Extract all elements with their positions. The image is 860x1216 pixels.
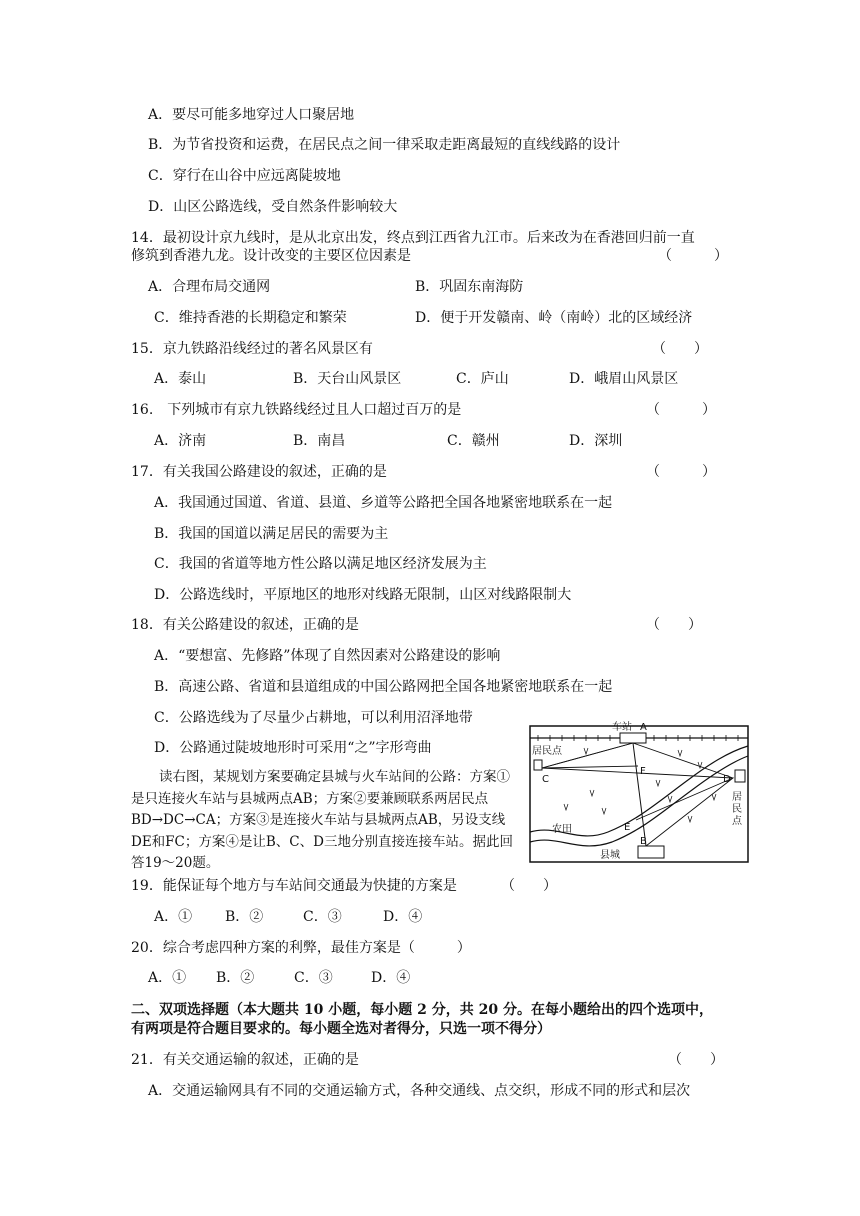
residential-left-block: [534, 760, 542, 770]
q20-option-d: D．④: [371, 970, 411, 986]
point-b-label: B: [640, 836, 647, 847]
q15-answer-blank: （ ）: [652, 341, 708, 357]
q16-option-c: C．赣州: [447, 433, 500, 449]
q13-option-b: B．为节省投资和运费，在居民点之间一律采取走距离最短的直线线路的设计: [148, 137, 621, 153]
q15-option-a: A．泰山: [154, 371, 207, 387]
point-d-label: D: [723, 774, 731, 785]
station-label: 车站: [612, 722, 632, 733]
q14-option-a: A．合理布局交通网: [148, 279, 271, 295]
q17-option-b: B．我国的国道以满足居民的需要为主: [154, 526, 389, 542]
q16-option-b: B．南昌: [293, 433, 346, 449]
residential-right-block: [735, 770, 745, 782]
residential-right-char2: 民: [732, 804, 742, 815]
section2-heading-line2: 有两项是符合题目要求的。每小题全选对者得分，只选一项不得分）: [131, 1021, 551, 1037]
q17-stem: 17．有关我国公路建设的叙述，正确的是: [131, 464, 387, 480]
residential-left-label: 居民点: [532, 746, 562, 757]
point-c-label: C: [542, 774, 549, 785]
q21-answer-blank: （ ）: [668, 1052, 724, 1068]
q18-option-a: A．“要想富、先修路”体现了自然因素对公路建设的影响: [154, 648, 501, 664]
county-label: 县城: [600, 850, 620, 861]
q20-option-a: A．①: [148, 970, 187, 986]
q14-option-b: B．巩固东南海防: [415, 279, 524, 295]
q19-option-d: D．④: [383, 909, 423, 925]
q16-option-d: D．深圳: [569, 433, 623, 449]
q15-stem: 15．京九铁路沿线经过的著名风景区有: [131, 341, 373, 357]
q19-option-a: A．①: [154, 909, 193, 925]
residential-right-char1: 居: [732, 792, 742, 803]
farmland-label: 农田: [552, 824, 572, 835]
q19-answer-blank: （ ）: [501, 878, 557, 894]
q18-option-b: B．高速公路、省道和县道组成的中国公路网把全国各地紧密地联系在一起: [154, 679, 613, 695]
q18-option-d: D．公路通过陡坡地形时可采用“之”字形弯曲: [154, 740, 432, 756]
county-block: [638, 846, 664, 858]
q14-answer-blank: （ ）: [658, 248, 728, 264]
q16-stem: 16. 下列城市有京九铁路线经过且人口超过百万的是: [131, 402, 462, 418]
q13-option-c: C．穿行在山谷中应远离陡坡地: [148, 168, 341, 184]
q18-option-c: C．公路选线为了尽量少占耕地，可以利用沼泽地带: [154, 710, 473, 726]
q17-option-c: C．我国的省道等地方性公路以满足地区经济发展为主: [154, 556, 487, 572]
q20-stem: 20．综合考虑四种方案的利弊，最佳方案是（ ）: [131, 940, 471, 956]
q14-option-c: C．维持香港的长期稳定和繁荣: [154, 310, 347, 326]
q15-option-c: C．庐山: [456, 371, 509, 387]
q17-option-d: D．公路选线时，平原地区的地形对线路无限制，山区对线路限制大: [154, 587, 572, 603]
q19-option-b: B．②: [225, 909, 264, 925]
reading-passage: 读右图，某规划方案要确定县城与火车站间的公路：方案①是只连接火车站与县城两点AB；方案②要兼顾联系两居民点BD→DC→CA；方案③是连接火车站与县城两点AB，另设支线DE和FC；方案④是让B、C、D三地分别直接连接车站。据此回答19～20题。: [131, 769, 513, 871]
q14-option-d: D．便于开发赣南、岭（南岭）北的区域经济: [415, 310, 693, 326]
q18-stem: 18．有关公路建设的叙述，正确的是: [131, 617, 359, 633]
q18-answer-blank: （ ）: [646, 617, 702, 633]
q20-option-c: C．③: [294, 970, 333, 986]
q13-option-d: D．山区公路选线，受自然条件影响较大: [148, 199, 398, 215]
q21-stem: 21．有关交通运输的叙述，正确的是: [131, 1052, 359, 1068]
section2-heading-line1: 二、双项选择题（本大题共 10 小题，每小题 2 分，共 20 分。在每小题给出的四个选项中，: [131, 1002, 713, 1018]
station-building: [620, 733, 646, 743]
residential-right-char3: 点: [732, 816, 742, 827]
q16-option-a: A．济南: [154, 433, 207, 449]
point-a-label: A: [640, 722, 647, 733]
point-e-label: E: [624, 822, 631, 833]
q13-option-a: A．要尽可能多地穿过人口聚居地: [148, 107, 355, 123]
q15-option-b: B．天台山风景区: [293, 371, 402, 387]
q15-option-d: D．峨眉山风景区: [569, 371, 679, 387]
q14-stem-line2: 修筑到香港九龙。设计改变的主要区位因素是: [131, 248, 411, 264]
q16-answer-blank: （ ）: [646, 402, 716, 418]
q14-stem-line1: 14．最初设计京九线时，是从北京出发，终点到江西省九江市。后来改为在香港回归前一直: [131, 230, 695, 246]
q21-option-a: A．交通运输网具有不同的交通运输方式，各种交通线、点交织，形成不同的形式和层次: [148, 1083, 691, 1099]
q19-option-c: C．③: [303, 909, 342, 925]
q17-answer-blank: （ ）: [646, 464, 716, 480]
q19-stem: 19．能保证每个地方与车站间交通最为快捷的方案是: [131, 878, 457, 894]
point-f-label: F: [640, 766, 646, 777]
q17-option-a: A．我国通过国道、省道、县道、乡道等公路把全国各地紧密地联系在一起: [154, 495, 613, 511]
q20-option-b: B．②: [216, 970, 255, 986]
route-map-figure: [528, 720, 750, 870]
